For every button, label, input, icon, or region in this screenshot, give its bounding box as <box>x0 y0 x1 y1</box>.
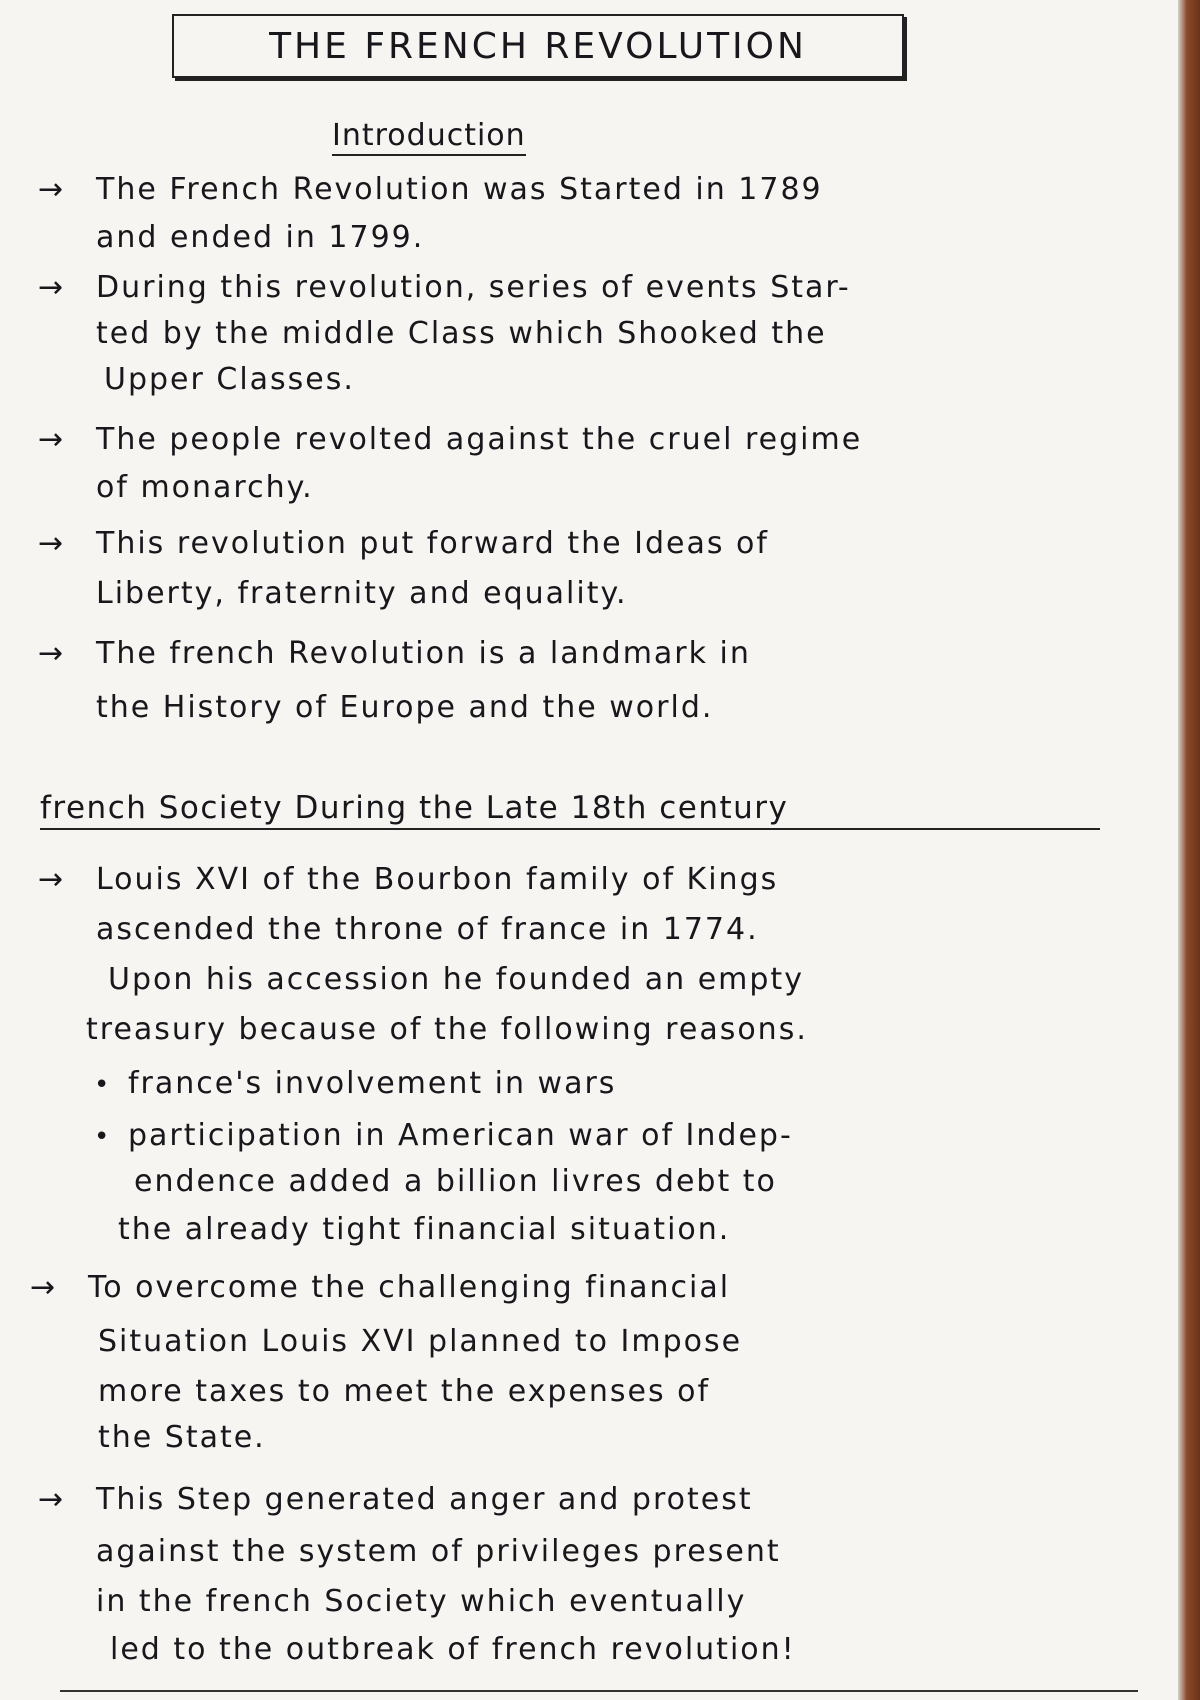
note-line: treasury because of the following reasons. <box>86 1012 808 1047</box>
arrow-icon: → <box>38 422 66 457</box>
note-line: led to the outbreak of french revolution! <box>110 1632 796 1667</box>
note-line: Liberty, fraternity and equality. <box>96 576 628 611</box>
note-line: Upper Classes. <box>104 362 355 397</box>
note-line: → This revolution put forward the Ideas of <box>38 526 769 561</box>
note-line: the History of Europe and the world. <box>96 690 714 725</box>
note-line: → The french Revolution is a landmark in <box>38 636 751 671</box>
arrow-icon: → <box>30 1270 58 1305</box>
note-line: → The French Revolution was Started in 1789 <box>38 172 823 207</box>
note-line: → The people revolted against the cruel regime <box>38 422 863 457</box>
introduction-heading: Introduction <box>332 118 526 156</box>
bullet-icon: • <box>94 1122 112 1152</box>
note-line: ascended the throne of france in 1774. <box>96 912 759 947</box>
bullet-line: • france's involvement in wars <box>94 1066 617 1101</box>
arrow-icon: → <box>38 862 66 897</box>
note-line: in the french Society which eventually <box>96 1584 747 1619</box>
society-heading: french Society During the Late 18th century <box>40 790 1100 830</box>
page-title: THE FRENCH REVOLUTION <box>172 14 904 78</box>
note-line: the already tight financial situation. <box>118 1212 731 1247</box>
note-line: more taxes to meet the expenses of <box>98 1374 711 1409</box>
note-line: ted by the middle Class which Shooked the <box>96 316 827 351</box>
note-line: Situation Louis XVI planned to Impose <box>98 1324 743 1359</box>
note-line: against the system of privileges present <box>96 1534 781 1569</box>
note-line: and ended in 1799. <box>96 220 425 255</box>
note-line: the State. <box>98 1420 266 1455</box>
note-line: → This Step generated anger and protest <box>38 1482 753 1517</box>
arrow-icon: → <box>38 636 66 671</box>
page-bottom-rule <box>60 1690 1138 1692</box>
bullet-icon: • <box>94 1070 112 1100</box>
note-line: → Louis XVI of the Bourbon family of Kings <box>38 862 779 897</box>
bullet-line: • participation in American war of Indep- <box>94 1118 793 1153</box>
arrow-icon: → <box>38 270 66 305</box>
arrow-icon: → <box>38 526 66 561</box>
arrow-icon: → <box>38 172 66 207</box>
arrow-icon: → <box>38 1482 66 1517</box>
note-line: of monarchy. <box>96 470 314 505</box>
note-line: Upon his accession he founded an empty <box>108 962 804 997</box>
note-line: endence added a billion livres debt to <box>134 1164 777 1199</box>
note-line: → During this revolution, series of events Star- <box>38 270 851 305</box>
note-line: → To overcome the challenging financial <box>30 1270 731 1305</box>
notebook-binding <box>1178 0 1200 1700</box>
